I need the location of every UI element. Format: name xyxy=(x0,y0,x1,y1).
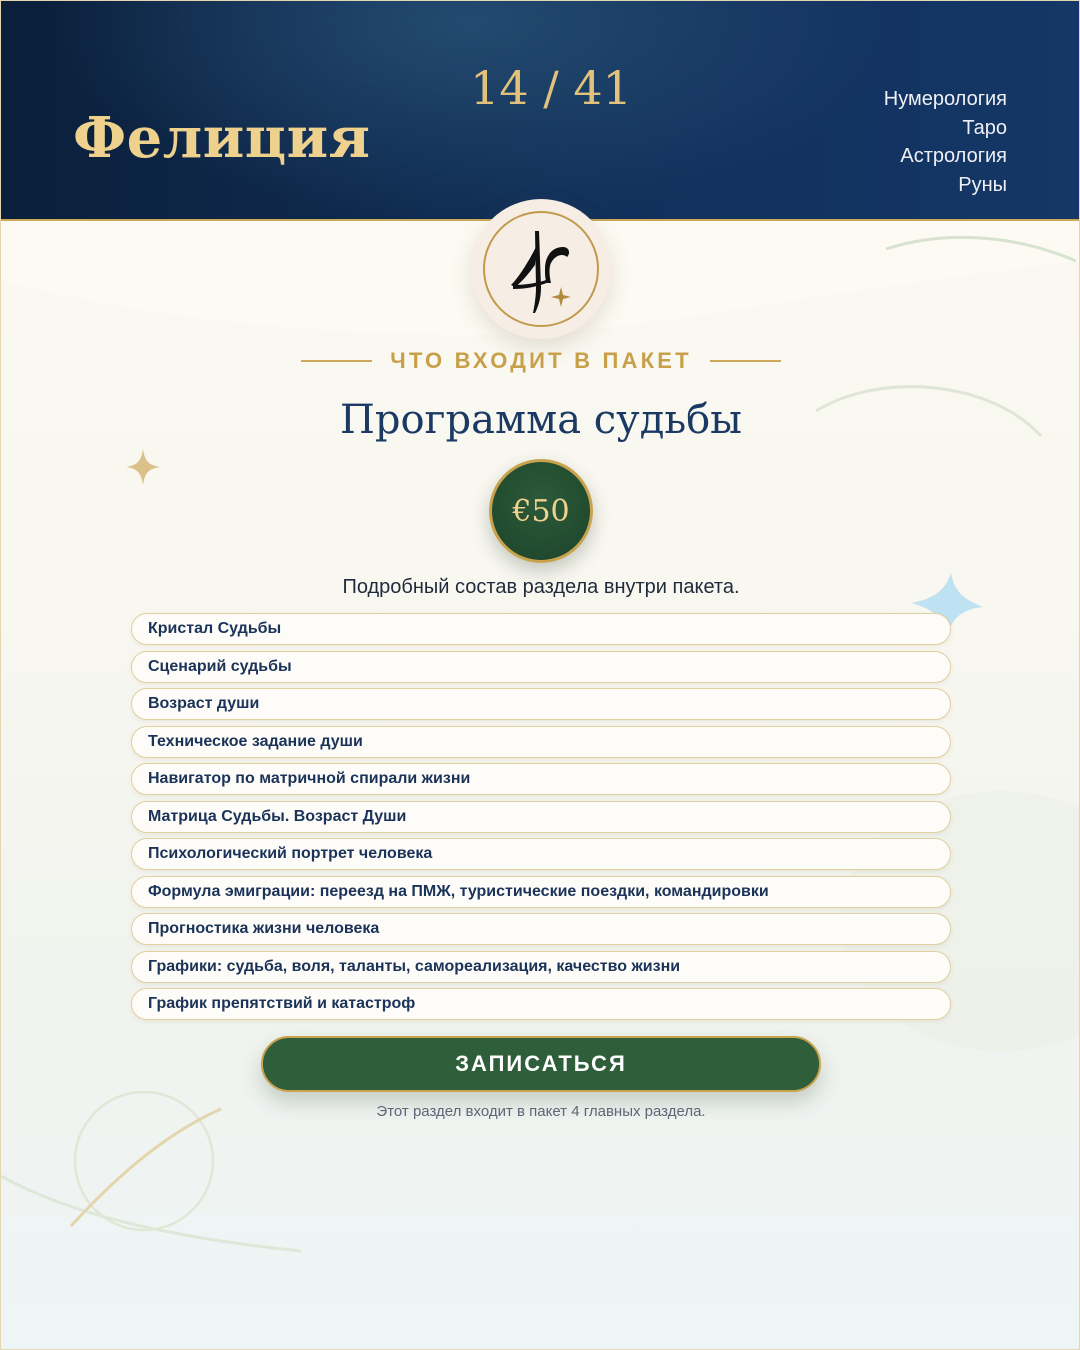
nav-item-runes[interactable]: Руны xyxy=(958,173,1007,196)
brand-logo-text[interactable]: Фелиция xyxy=(73,105,371,171)
list-item: Прогностика жизни человека xyxy=(131,913,951,945)
list-item: Кристал Судьбы xyxy=(131,613,951,645)
list-item: Техническое задание души xyxy=(131,726,951,758)
gold-sparkle-icon xyxy=(124,447,162,487)
package-description: Подробный состав раздела внутри пакета. xyxy=(342,576,740,598)
price-badge: €50 xyxy=(489,459,593,563)
list-item: Сценарий судьбы xyxy=(131,651,951,683)
section-label xyxy=(301,347,781,375)
signup-button[interactable]: ЗАПИСАТЬСЯ xyxy=(261,1036,821,1092)
main-nav xyxy=(884,85,1007,199)
brand-monogram-icon xyxy=(505,225,577,317)
package-note: Этот раздел входит в пакет 4 главных раздела. xyxy=(376,1103,706,1120)
emblem-badge xyxy=(471,199,611,339)
list-item: Формула эмиграции: переезд на ПМЖ, туристические поездки, командировки xyxy=(131,876,951,908)
list-item: Возраст души xyxy=(131,688,951,720)
section-label-divider-left xyxy=(301,360,372,362)
section-label-divider-right xyxy=(710,360,781,362)
list-item: График препятствий и катастроф xyxy=(131,988,951,1020)
list-item: Психологический портрет человека xyxy=(131,838,951,870)
package-items-list xyxy=(131,613,951,1026)
package-title: Программа судьбы xyxy=(339,397,743,443)
list-item: Навигатор по матричной спирали жизни xyxy=(131,763,951,795)
list-item: Матрица Судьбы. Возраст Души xyxy=(131,801,951,833)
nav-item-numerology[interactable]: Нумерология xyxy=(883,88,1007,110)
nav-item-tarot[interactable]: Таро xyxy=(962,116,1007,139)
section-label-text: ЧТО ВХОДИТ В ПАКЕТ xyxy=(390,348,692,373)
list-item: Графики: судьба, воля, таланты, самореализация, качество жизни xyxy=(131,951,951,983)
header xyxy=(1,1,1080,221)
slide-counter: 14 / 41 xyxy=(470,61,632,115)
nav-item-astrology[interactable]: Астрология xyxy=(900,145,1007,167)
